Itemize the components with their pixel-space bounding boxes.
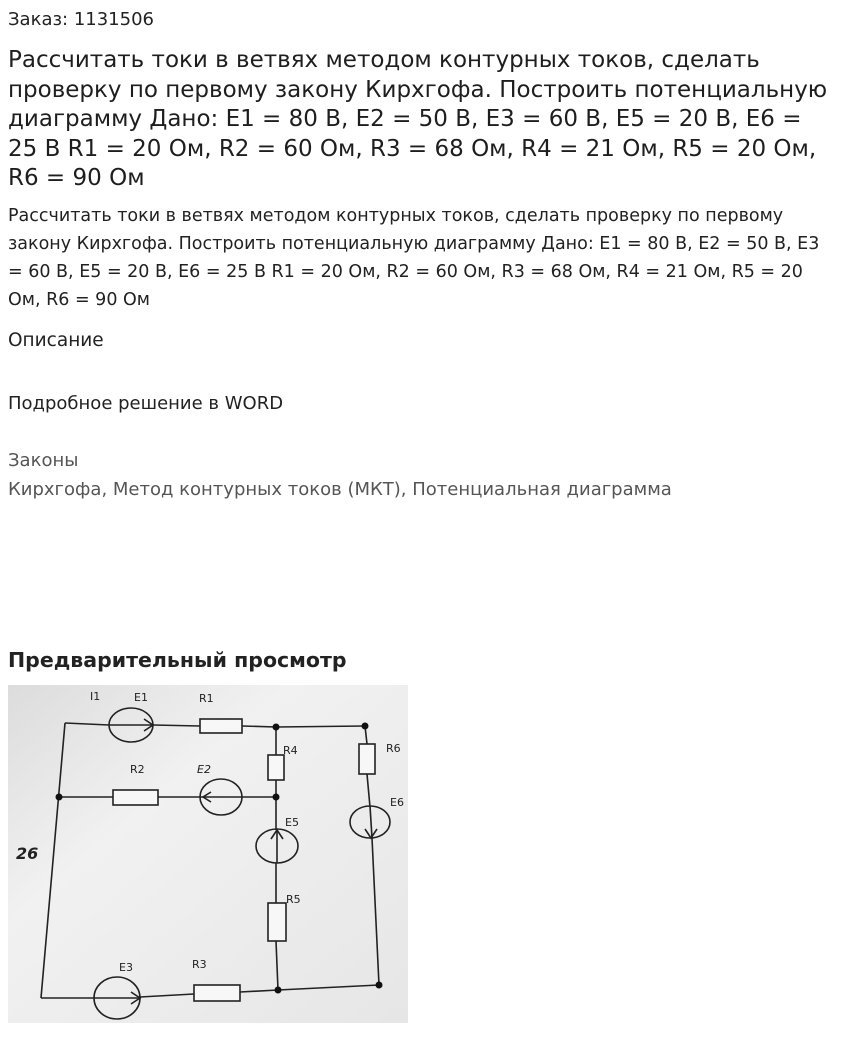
circuit-diagram xyxy=(8,685,408,1023)
label-r3: R3 xyxy=(192,958,207,971)
label-e1: E1 xyxy=(134,691,148,704)
preview-image[interactable] xyxy=(8,685,408,1023)
label-r1: R1 xyxy=(199,692,214,705)
label-e3: E3 xyxy=(119,961,133,974)
figure-number: 26 xyxy=(16,844,39,863)
label-r5: R5 xyxy=(286,893,301,906)
label-r2: R2 xyxy=(130,763,145,776)
laws-list: Кирхгофа, Метод контурных токов (МКТ), Потенциальная диаграмма xyxy=(8,479,672,500)
label-e5: E5 xyxy=(285,816,299,829)
label-e2: E2 xyxy=(197,763,211,776)
label-i1: I1 xyxy=(90,690,101,703)
order-number: Заказ: 1131506 xyxy=(8,9,154,30)
description-heading: Описание xyxy=(8,330,104,351)
laws-heading: Законы xyxy=(8,450,79,471)
label-r6: R6 xyxy=(386,742,401,755)
description-text: Подробное решение в WORD xyxy=(8,393,284,414)
label-r4: R4 xyxy=(283,744,298,757)
task-title: Рассчитать токи в ветвях методом контурных токов, сделать проверку по первому закону Кирхгофа. Построить потенциальную диаграмму Дано: E1 = 80 В, E2 = 50 В, E3 = 60 В, E5 = 20 В, E6 = 25 В R1 = 20 Ом, R2 = 60 Ом, R3 = 68 Ом, R4 = 21 Ом, R5 = 20 Ом, R6 = 90 Ом xyxy=(8,47,828,191)
label-e6: E6 xyxy=(390,796,404,809)
task-description: Рассчитать токи в ветвях методом контурных токов, сделать проверку по первому закону Кирхгофа. Построить потенциальную диаграмму Дано: E1 = 80 В, E2 = 50 В, E3 = 60 В, E5 = 20 В, E6 = 25 В R1 = 20 Ом, R2 = 60 Ом, R3 = 68 Ом, R4 = 21 Ом, R5 = 20 Ом, R6 = 90 Ом xyxy=(8,206,820,310)
preview-heading: Предварительный просмотр xyxy=(8,648,347,672)
paper-background xyxy=(8,685,408,1023)
